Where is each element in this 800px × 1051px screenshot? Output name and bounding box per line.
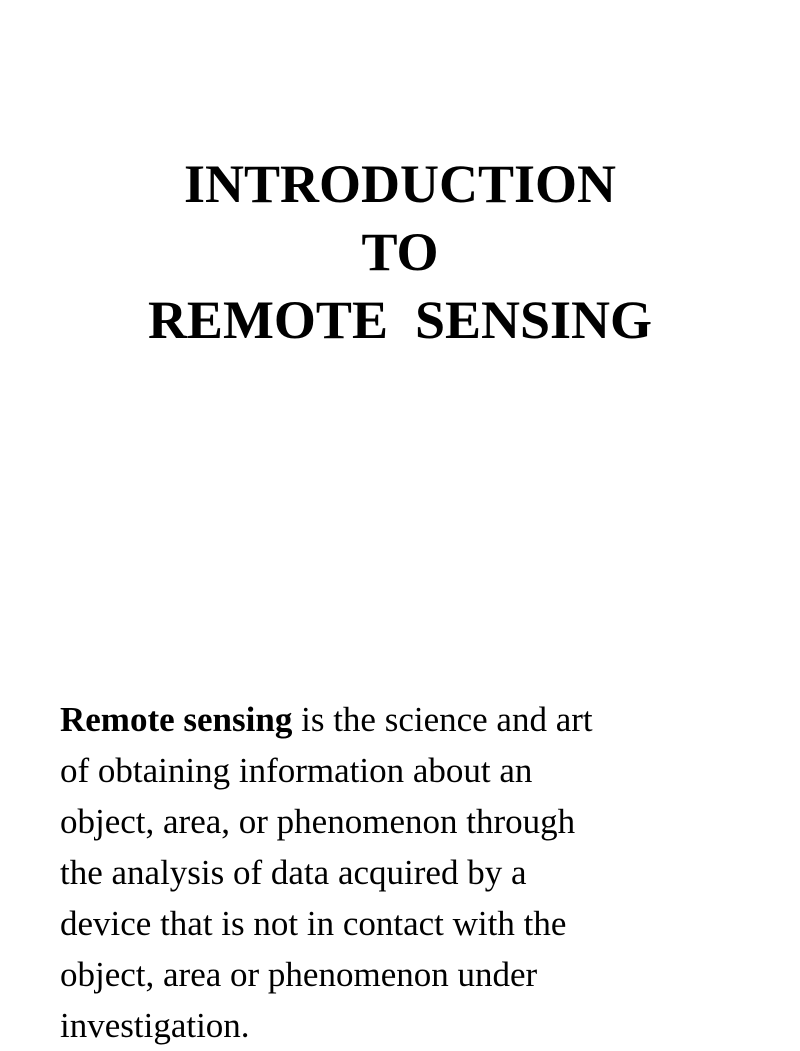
defined-term: Remote sensing (60, 700, 293, 739)
paragraph-line: object, area or phenomenon under (60, 955, 538, 994)
paragraph-line: of obtaining information about an (60, 751, 533, 790)
definition-paragraph (60, 694, 740, 1051)
paragraph-line-rest: is the science and art (292, 700, 593, 739)
paragraph-line (60, 694, 740, 745)
document-title (0, 150, 800, 354)
title-line: TO (361, 222, 439, 282)
title-line: REMOTE SENSING (147, 290, 653, 350)
paragraph-line: investigation. (60, 1006, 250, 1045)
title-line: INTRODUCTION (183, 154, 617, 214)
paragraph-line: the analysis of data acquired by a (60, 853, 527, 892)
paragraph-line: device that is not in contact with the (60, 904, 567, 943)
paragraph-line: object, area, or phenomenon through (60, 802, 576, 841)
